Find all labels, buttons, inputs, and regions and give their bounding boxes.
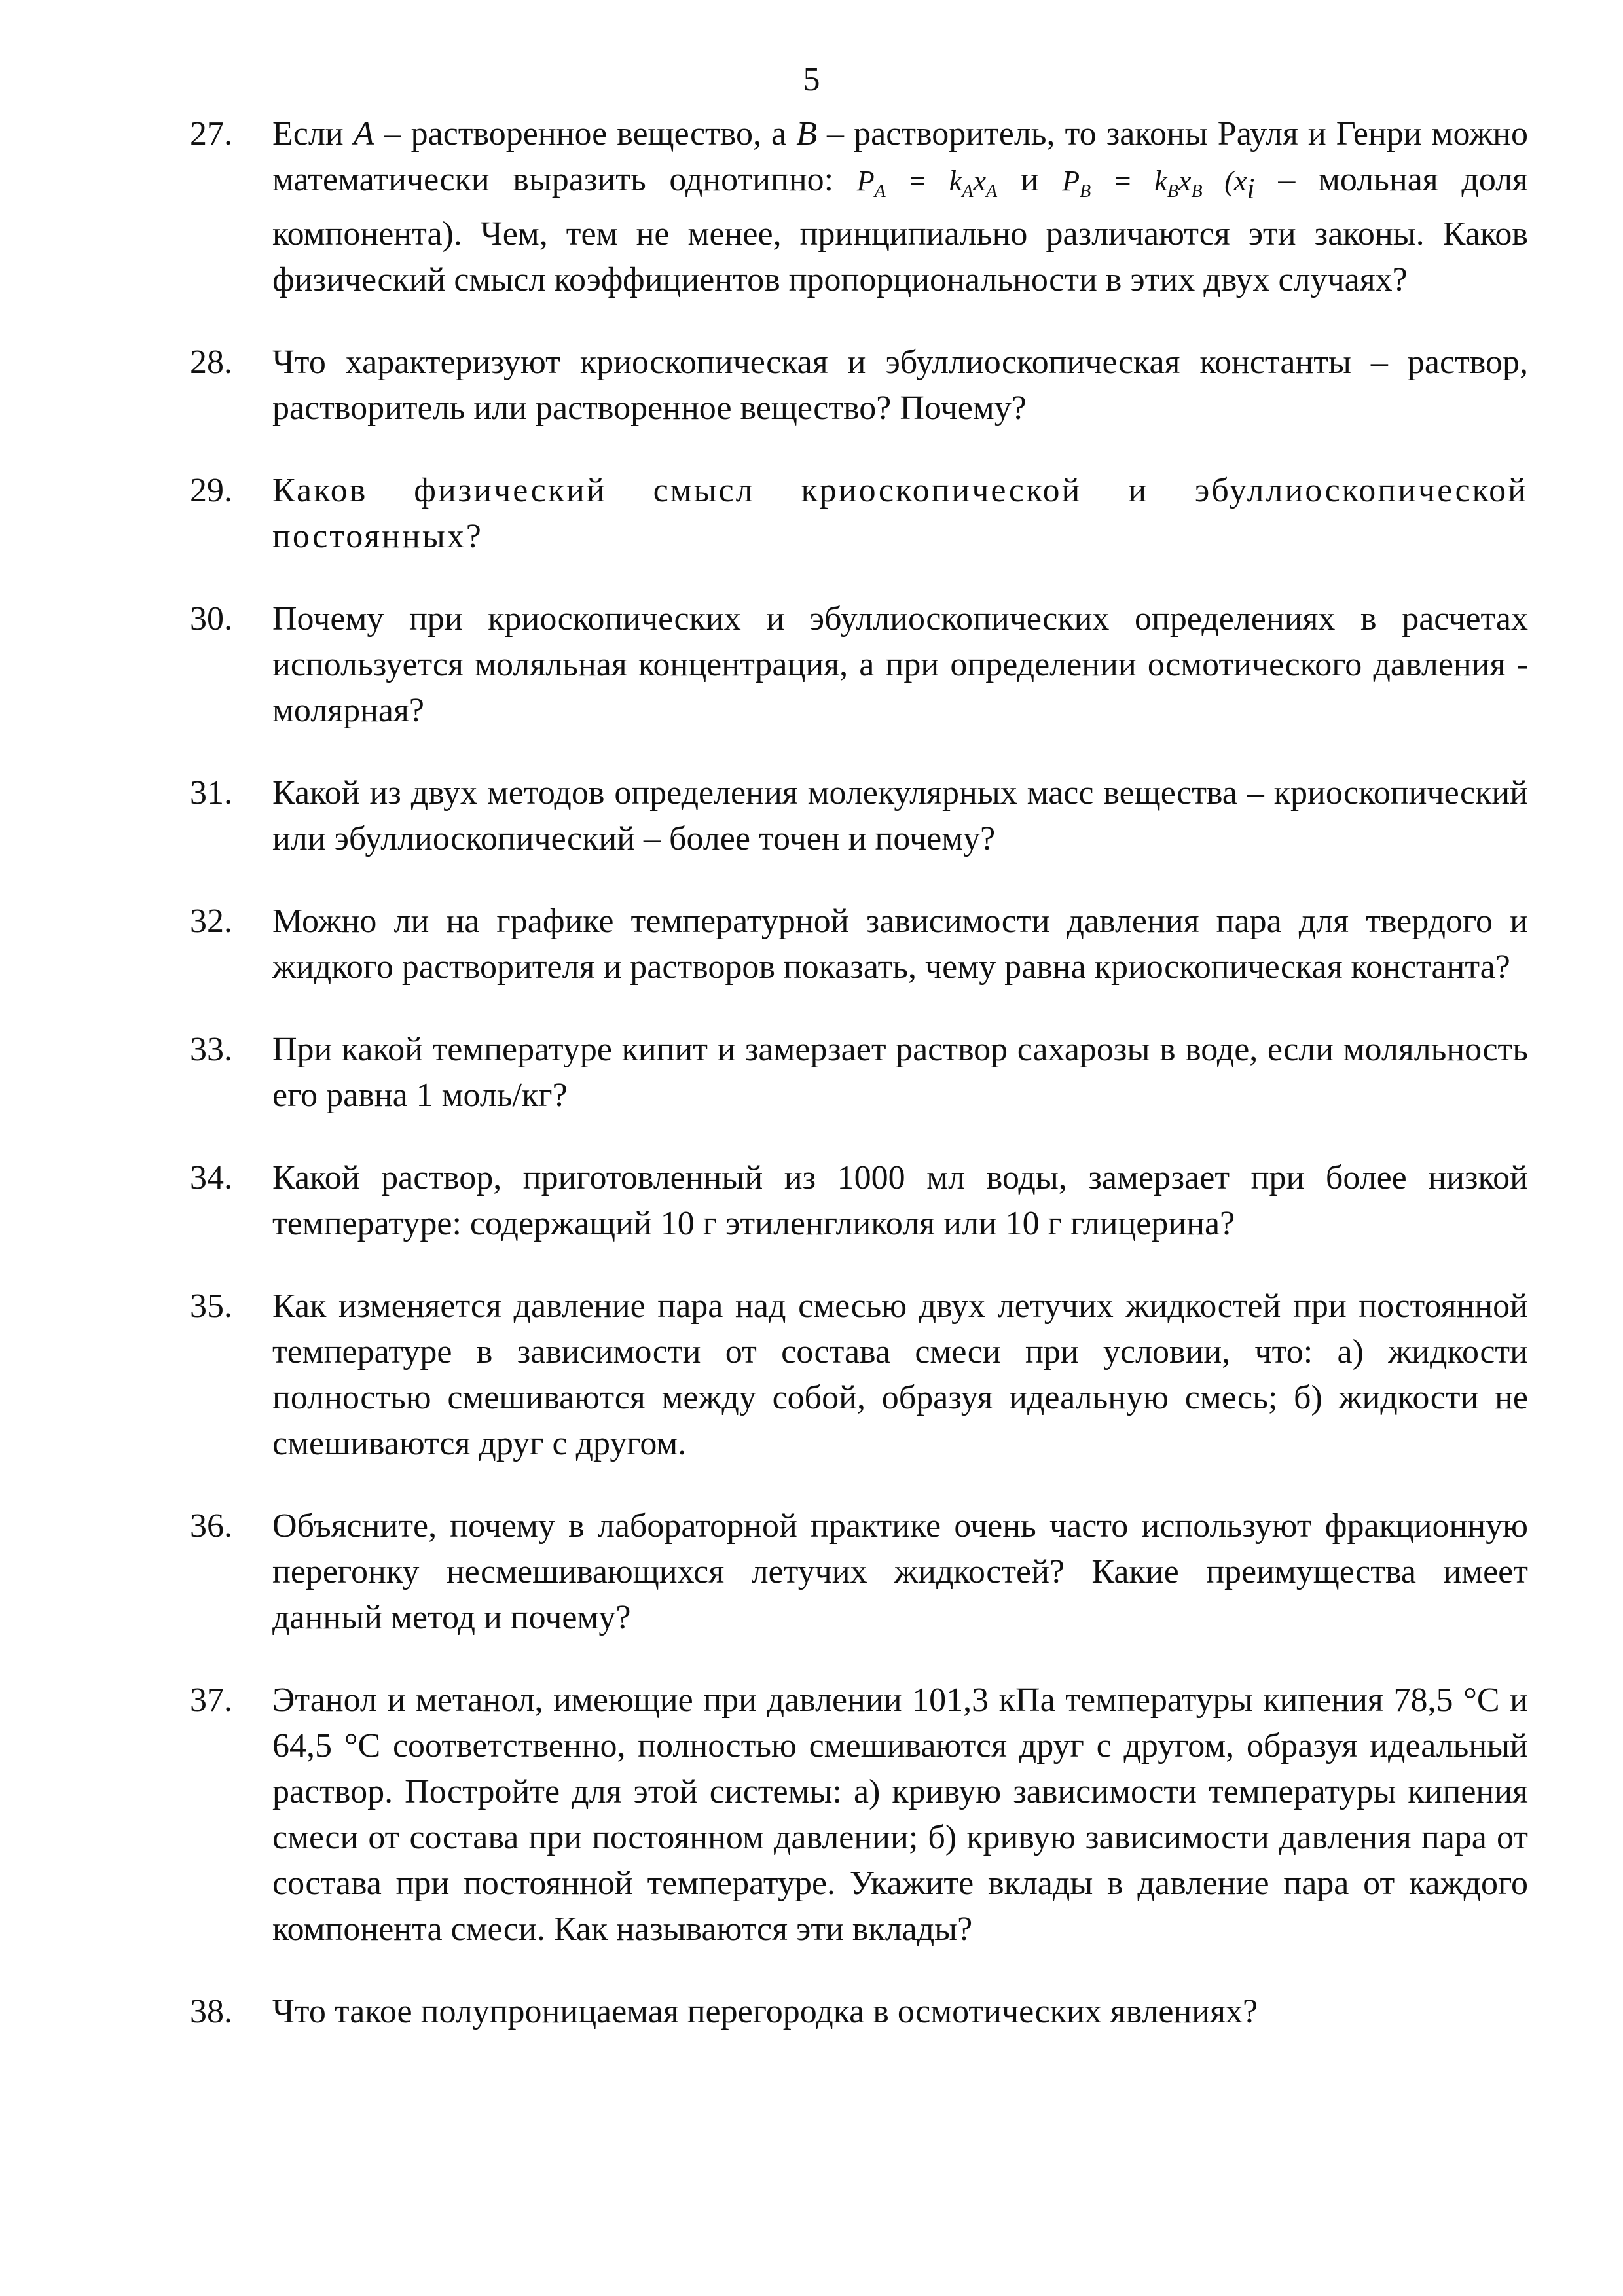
text-segment: – растворитель, то законы Рауля и Генри можно математически выразить однотипно: [272, 115, 1529, 198]
question-number: 35. [190, 1287, 232, 1325]
question-32 [0, 899, 1623, 990]
question-text: Объясните, почему в лабораторной практике очень часто используют фракционную перегонку несмешивающихся летучих жидкостей? Какие преимущества имеет данный метод и почему? [272, 1507, 1528, 1637]
text-segment: – мольная доля компонента). Чем, тем не менее, принципиально различаются эти законы. Каков физический смысл коэффициентов пропорциональности в этих двух случаях? [272, 161, 1529, 299]
question-number: 32. [190, 903, 232, 941]
question-33 [0, 1027, 1623, 1119]
text-segment: Если [272, 115, 354, 152]
question-number: 37. [190, 1681, 232, 1719]
mole-fraction-symbol: ($x_i$ [1202, 165, 1255, 205]
page-number: 5 [803, 61, 820, 98]
question-36 [0, 1503, 1623, 1641]
question-text: Этанол и метанол, имеющие при давлении 101,3 кПа температуры кипения 78,5 °С и 64,5 °С соответственно, полностью смешиваются друг с другом, образуя идеальный раствор. Постройте для этой системы: а) кривую зависимости температуры кипения смеси от состава при постоянном давлении; б) кривую зависимости давления пара от состава при постоянной температуре. Укажите вклады в давление пара от каждого компонента смеси. Как называются эти вклады? [272, 1681, 1528, 1948]
question-text: Можно ли на графике температурной зависимости давления пара для твердого и жидкого растворителя и растворов показать, чему равна криоскопическая константа? [272, 903, 1528, 986]
question-number: 27. [190, 115, 232, 152]
question-list [0, 111, 1623, 2072]
text-segment: – растворенное вещество, а [374, 115, 797, 152]
question-number: 33. [190, 1031, 232, 1069]
question-number: 29. [190, 472, 232, 510]
question-number: 34. [190, 1159, 232, 1197]
question-35 [0, 1283, 1623, 1467]
question-text [272, 111, 1528, 303]
raoult-henry-formula-b: $P_B = k_Bx_B$ [1062, 165, 1203, 202]
question-text: Почему при криоскопических и эбуллиоскопических определениях в расчетах используется моляльная концентрация, а при определении осмотического давления - молярная? [272, 600, 1528, 730]
solvent-symbol: B [796, 115, 817, 152]
question-number: 31. [190, 774, 232, 812]
question-number: 28. [190, 344, 232, 382]
question-text: Как изменяется давление пара над смесью двух летучих жидкостей при постоянной температуре в зависимости от состава смеси при условии, что: а) жидкости полностью смешиваются между собой, образуя идеальную смесь; б) жидкости не смешиваются друг с другом. [272, 1287, 1528, 1463]
question-text: Каков физический смысл криоскопической и эбуллиоскопической постоянных? [272, 472, 1528, 556]
question-number: 36. [190, 1507, 232, 1545]
question-27 [0, 111, 1623, 303]
question-text: При какой температуре кипит и замерзает раствор сахарозы в воде, если моляльность его равна 1 моль/кг? [272, 1031, 1528, 1115]
question-28 [0, 340, 1623, 431]
question-34 [0, 1155, 1623, 1247]
question-38 [0, 1989, 1623, 2035]
question-29 [0, 468, 1623, 560]
raoult-henry-formula-a: $P_A = k_Ax_A$ [856, 165, 998, 202]
question-text: Какой раствор, приготовленный из 1000 мл воды, замерзает при более низкой температуре: содержащий 10 г этиленгликоля или 10 г глицерина? [272, 1159, 1528, 1243]
question-30 [0, 596, 1623, 734]
question-number: 38. [190, 1993, 232, 2031]
question-number: 30. [190, 600, 232, 638]
solute-symbol: A [353, 115, 374, 152]
question-31 [0, 770, 1623, 862]
text-segment: и [997, 161, 1063, 198]
question-text: Какой из двух методов определения молекулярных масс вещества – криоскопический или эбуллиоскопический – более точен и почему? [272, 774, 1528, 858]
question-text: Что характеризуют криоскопическая и эбуллиоскопическая константы – раствор, растворитель или растворенное вещество? Почему? [272, 344, 1528, 427]
question-text: Что такое полупроницаемая перегородка в осмотических явлениях? [272, 1993, 1258, 2031]
question-37 [0, 1677, 1623, 1952]
